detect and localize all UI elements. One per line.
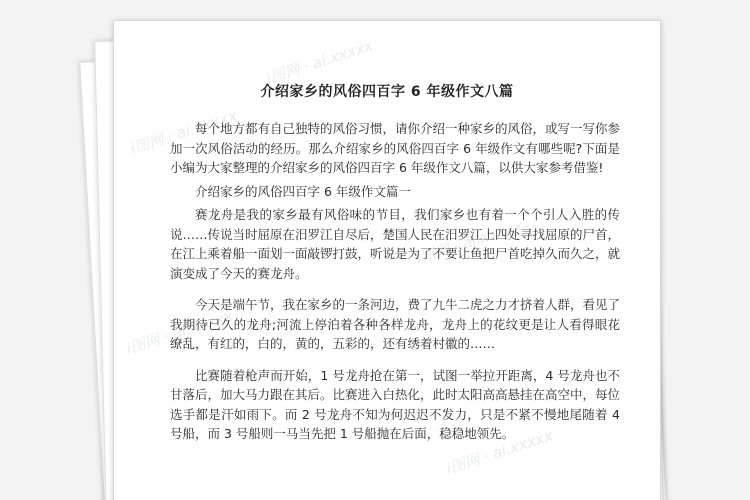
watermark: i图网 · ai.xxxxx [124, 306, 236, 358]
watermark: i图网 · ai.xxxxx [264, 36, 376, 88]
intro-paragraph: 每个地方都有自己独特的风俗习惯，请你介绍一种家乡的风俗，或写一写你参加一次风俗活动的经历。那么介绍家乡的风俗四百字 6 年级作文有哪些呢?下面是小编为大家整理的介绍家乡的风俗四百字 6 年级作文八篇，以供大家参考借鉴! [170, 121, 621, 175]
body-paragraph-3: 比赛随着枪声而开始，1 号龙舟抢在第一，试图一举拉开距离，4 号龙舟也不甘落后，加大马力跟在其后。比赛进入白热化，此时太阳高高悬挂在高空中，每位选手都是汗如雨下。而 2 号龙舟不知为何迟迟不发力，只是不紧不慢地尾随着 4 号船，而 3 号船则一马当先把 1 号船抛在后面，稳稳地领先。 [170, 367, 621, 441]
document-page [113, 20, 661, 500]
watermark: i图网 · ai.xxxxx [414, 216, 526, 268]
watermark: i图网 · ai.xxxxx [444, 426, 556, 478]
section-heading: 介绍家乡的风俗四百字 6 年级作文篇一 [195, 183, 411, 199]
body-paragraph-1: 赛龙舟是我的家乡最有风俗味的节目，我们家乡也有着一个个引人入胜的传说……传说当时屈原在汨罗江自尽后，楚国人民在汨罗江上四处寻找屈原的尸首，在江上乘着船一面划一面敲锣打鼓，听说是为了不要让鱼把尸首吃掉久而久之，就演变成了今天的赛龙舟。 [170, 207, 621, 281]
document-title: 介绍家乡的风俗四百字 6 年级作文八篇 [260, 84, 514, 100]
document-body [170, 119, 620, 456]
watermark: i图网 · ai.xxxxx [128, 106, 240, 158]
body-paragraph-2: 今天是端午节，我在家乡的一条河边，费了九牛二虎之力才挤着人群，看见了我期待已久的龙舟;河流上停泊着各种各样龙舟，龙舟上的花纹更是让人看得眼花缭乱，有红的，白的，黄的，五彩的，还有绣着村徽的…… [170, 297, 621, 351]
